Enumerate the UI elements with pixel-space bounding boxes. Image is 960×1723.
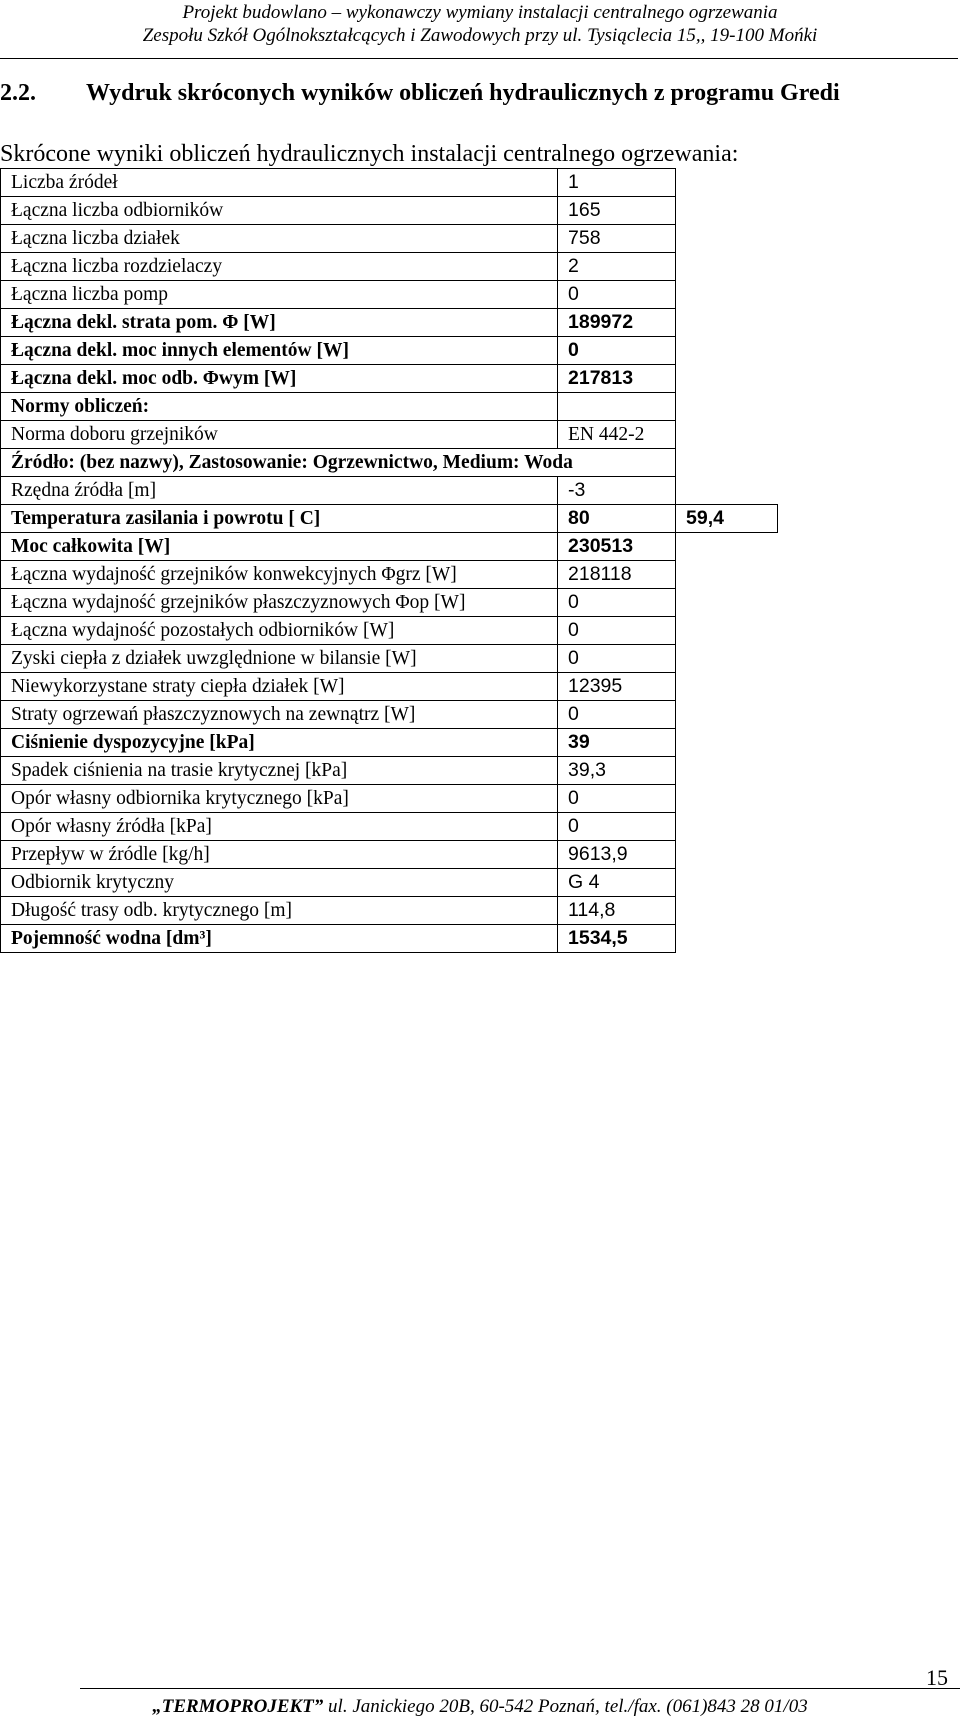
row-value: 0 (558, 645, 676, 673)
table-row (1, 225, 778, 253)
row-value: 39 (558, 729, 676, 757)
row-value: 9613,9 (558, 841, 676, 869)
table-row (1, 869, 778, 897)
row-value: 1534,5 (558, 925, 676, 953)
row-label: Moc całkowita [W] (1, 533, 558, 561)
table-row (1, 897, 778, 925)
row-value: 12395 (558, 673, 676, 701)
row-label: Normy obliczeń: (1, 393, 558, 421)
row-label: Przepływ w źródle [kg/h] (1, 841, 558, 869)
table-row (1, 505, 778, 533)
header-project-title: Projekt budowlano – wykonawczy wymiany instalacji centralnego ogrzewania (182, 2, 778, 23)
empty-cell (676, 701, 778, 729)
row-value: EN 442-2 (558, 421, 676, 449)
table-row (1, 477, 778, 505)
row-value: G 4 (558, 869, 676, 897)
row-value: 80 (558, 505, 676, 533)
table-row (1, 841, 778, 869)
section-heading (0, 80, 840, 107)
empty-cell (676, 757, 778, 785)
row-value: 230513 (558, 533, 676, 561)
row-value: 2 (558, 253, 676, 281)
empty-cell (676, 589, 778, 617)
table-row (1, 701, 778, 729)
empty-cell (676, 169, 778, 197)
empty-cell (676, 897, 778, 925)
row-label: Niewykorzystane straty ciepła działek [W] (1, 673, 558, 701)
row-label: Pojemność wodna [dm³] (1, 925, 558, 953)
empty-cell (676, 729, 778, 757)
row-value: -3 (558, 477, 676, 505)
row-label: Łączna liczba odbiorników (1, 197, 558, 225)
row-label: Odbiornik krytyczny (1, 869, 558, 897)
row-value: 0 (558, 589, 676, 617)
empty-cell (676, 477, 778, 505)
empty-cell (676, 645, 778, 673)
empty-cell (676, 393, 778, 421)
table-row (1, 757, 778, 785)
table-row (1, 813, 778, 841)
empty-cell (676, 449, 778, 477)
table-row (1, 281, 778, 309)
empty-cell (676, 365, 778, 393)
source-heading: Źródło: (bez nazwy), Zastosowanie: Ogrzewnictwo, Medium: Woda (1, 449, 676, 477)
header-school-address: Zespołu Szkół Ogólnokształcących i Zawodowych przy ul. Tysiąclecia 15,, 19-100 Mońki (142, 25, 818, 46)
row-label: Norma doboru grzejników (1, 421, 558, 449)
results-table (0, 168, 778, 953)
table-row (1, 617, 778, 645)
empty-cell (676, 281, 778, 309)
table-row (1, 169, 778, 197)
empty-cell (676, 617, 778, 645)
empty-cell (676, 561, 778, 589)
row-value: 39,3 (558, 757, 676, 785)
table-row (1, 449, 778, 477)
section-number: 2.2. (0, 80, 36, 106)
row-label: Rzędna źródła [m] (1, 477, 558, 505)
row-label: Łączna wydajność pozostałych odbiorników [W] (1, 617, 558, 645)
section-title: Wydruk skróconych wyników obliczeń hydraulicznych z programu Gredi (86, 80, 840, 106)
footer-divider (80, 1688, 960, 1689)
row-value: 758 (558, 225, 676, 253)
empty-cell (676, 841, 778, 869)
row-value: 0 (558, 701, 676, 729)
row-label: Ciśnienie dyspozycyjne [kPa] (1, 729, 558, 757)
row-label: Łączna wydajność grzejników konwekcyjnych Φgrz [W] (1, 561, 558, 589)
row-label: Długość trasy odb. krytycznego [m] (1, 897, 558, 925)
empty-cell (676, 925, 778, 953)
row-value: 0 (558, 281, 676, 309)
empty-cell (676, 785, 778, 813)
row-label: Łączna dekl. strata pom. Φ [W] (1, 309, 558, 337)
table-row (1, 729, 778, 757)
page-footer (0, 1696, 960, 1718)
row-label: Straty ogrzewań płaszczyznowych na zewnątrz [W] (1, 701, 558, 729)
row-value: 189972 (558, 309, 676, 337)
row-value: 217813 (558, 365, 676, 393)
empty-cell (676, 309, 778, 337)
table-row (1, 253, 778, 281)
row-value-2: 59,4 (676, 505, 778, 533)
row-value: 1 (558, 169, 676, 197)
empty-cell (676, 225, 778, 253)
table-row (1, 421, 778, 449)
row-label: Zyski ciepła z działek uwzględnione w bilansie [W] (1, 645, 558, 673)
empty-cell (676, 197, 778, 225)
footer-address: ul. Janickiego 20B, 60-542 Poznań, tel./fax. (061)843 28 01/03 (328, 1696, 808, 1717)
table-row (1, 337, 778, 365)
row-label: Liczba źródeł (1, 169, 558, 197)
results-subtitle: Skrócone wyniki obliczeń hydraulicznych instalacji centralnego ogrzewania: (0, 141, 739, 167)
row-label: Łączna liczba działek (1, 225, 558, 253)
empty-cell (676, 337, 778, 365)
empty-cell (676, 253, 778, 281)
table-row (1, 925, 778, 953)
row-label: Łączna liczba pomp (1, 281, 558, 309)
empty-cell (676, 869, 778, 897)
empty-cell (676, 533, 778, 561)
row-label: Spadek ciśnienia na trasie krytycznej [kPa] (1, 757, 558, 785)
row-value: 0 (558, 813, 676, 841)
table-row (1, 197, 778, 225)
footer-firm-name: „TERMOPROJEKT” (152, 1696, 324, 1717)
row-label: Łączna dekl. moc odb. Φwym [W] (1, 365, 558, 393)
empty-cell (676, 813, 778, 841)
row-label: Łączna dekl. moc innych elementów [W] (1, 337, 558, 365)
row-value: 0 (558, 617, 676, 645)
table-row (1, 309, 778, 337)
table-row (1, 393, 778, 421)
row-value (558, 393, 676, 421)
table-row (1, 533, 778, 561)
table-row (1, 589, 778, 617)
row-value: 0 (558, 785, 676, 813)
table-row (1, 645, 778, 673)
page-number: 15 (926, 1665, 948, 1690)
row-value: 114,8 (558, 897, 676, 925)
row-label: Opór własny źródła [kPa] (1, 813, 558, 841)
header-divider (0, 58, 958, 59)
table-row (1, 561, 778, 589)
table-row (1, 365, 778, 393)
empty-cell (676, 673, 778, 701)
empty-cell (676, 421, 778, 449)
row-label: Łączna liczba rozdzielaczy (1, 253, 558, 281)
row-label: Opór własny odbiornika krytycznego [kPa] (1, 785, 558, 813)
row-label: Temperatura zasilania i powrotu [ C] (1, 505, 558, 533)
table-row (1, 785, 778, 813)
row-value: 0 (558, 337, 676, 365)
row-label: Łączna wydajność grzejników płaszczyznowych Φop [W] (1, 589, 558, 617)
row-value: 165 (558, 197, 676, 225)
row-value: 218118 (558, 561, 676, 589)
table-row (1, 673, 778, 701)
